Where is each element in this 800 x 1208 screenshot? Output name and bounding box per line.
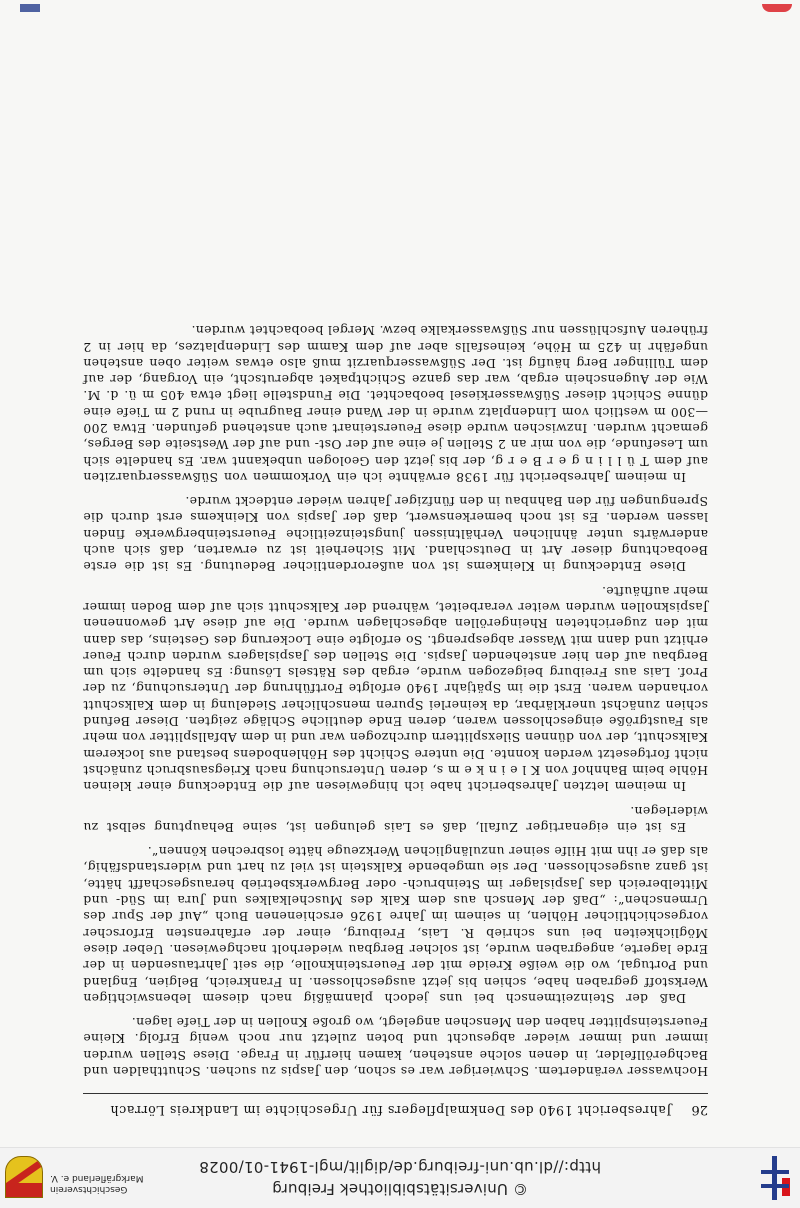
page-number: 26 (691, 1102, 708, 1117)
bottom-edge-marks (0, 0, 800, 12)
library-copyright: © Universitätsbibliothek Freiburg (271, 1180, 529, 1198)
body-text (83, 322, 708, 1079)
header-rule (83, 1093, 708, 1094)
paragraph: In meinem Jahresbericht für 1938 erwähnte ich ein Vorkommen von Süßwasserquarziten auf dem T ü l l i n g e r B e r g, der bis jetzt den Geologen unbekannt war. Es handelte sich um Lesefunde, die von mir an 2 Stellen je eine auf der Ost- und auf der Westseite des Berges, gemacht wurden. Inzwischen wurde diese Feuersteinart auch anstehend gefunden. Etwa 200—300 m westlich vom Lindenplatz wurde in der Wand einer Baugrube in rund 2 m Tiefe eine dünne Schicht dieser Süßwasserkiesel beobachtet. Die Fundstelle liegt etwa 405 m ü. d. M. Wie der Augenschein ergab, war das ganze Schichtpaket abgerutscht, ein Vorgang, der auf dem Tüllinger Berg häufig ist. Der Süßwasserquarzit muß also etwas weiter oben anstehen ungefähr in 425 m Höhe, keinesfalls aber auf dem Kamm des Lindenplatzes, da hier in 2 früheren Aufschlüssen nur Süßwasserkalke bezw. Mergel beobachtet wurden. (83, 323, 708, 485)
paragraph: Es ist ein eigenartiger Zufall, daß es Lais gelungen ist, seine Behauptung selbst zu widerlegen. (83, 803, 708, 835)
society-name: Geschichtsverein Markgräflerland e. V. (50, 1173, 144, 1194)
paragraph: Hochwasser verändertem. Schwieriger war es schon, den Jaspis zu suchen. Schutthalden und Bachgeröllfelder, in denen solche anstehen, kamen hierfür in Frage. Diese Stellen wurden immer und immer wieder abgesucht und boten zuletzt nur noch wenig Erfolg. Kleine Feuersteinsplitter haben den Menschen angelegt, wo große Knollen in der Tiefe lagen. (83, 1015, 708, 1079)
paragraph: Daß der Steinzeitmensch bei uns jedoch planmäßig nach diesem lebenswichtigen Werkstoff gegraben habe, schien bis jetzt ausgeschlossen. In Frankreich, Belgien, England und Portugal, wo die weiße Kreide mit der Feuersteinknolle, die seit Jahrtausenden in der Erde lagerte, angegraben wurde, ist solcher Bergbau wiederholt nachgewiesen. Ueber diese Möglichkeiten bei uns schrieb R. Lais, Freiburg, einer der erfahrensten Erforscher vorgeschichtlicher Höhlen, in seinem im Jahre 1926 erschienenen Buch „Auf der Spur des Urmenschen“: „Daß der Mensch aus dem Kalk des Muschelkalkes und Jura im Süd- und Mittelbereich das Jaspislager im Steinbruch- oder Bergwerksbetrieb herausgeschafft hätte, ist ganz ausgeschlossen. Der sie umgebende Kalkstein ist viel zu hart und widerstandsfähig, als daß er ihn mit Hilfe seiner unzulänglichen Werkzeuge hätte losbrechen können“. (83, 844, 708, 1006)
logo-fragment-blue (20, 4, 40, 12)
running-head (83, 1102, 708, 1118)
paragraph: In meinem letzten Jahresbericht habe ich hingewiesen auf die Entdeckung einer kleinen Höhle beim Bahnhof von K l e i n k e m s, deren Untersuchung nach Kriegsausbruch zunächst nicht fortgesetzt werden konnte. Die untere Schicht des Höhlenbodens bestand aus lockerem Kalkschutt, der von dünnen Silexsplittern durchzogen war und in dem Abfallsplitter von mehr als Faustgröße eingeschlossen waren, deren Ende deutliche Schläge zeigten. Dieser Befund schien zunächst unerklärbar, da keinerlei Spuren menschlicher Siedelung in dem Kalkschutt vorhanden waren. Erst die im Spätjahr 1940 erfolgte Fortführung der Untersuchung, zu der Prof. Lais aus Freiburg beigezogen wurde, ergab des Rätsels Lösung: Es handelte sich um Bergbau auf den hier anstehenden Jaspis. Die Stellen des Jaspislagers wurden durch Feuer erhitzt und dann mit Wasser abgesprengt. So erfolgte eine Lockerung des Gesteins, das dann mit den zugerichteten Rheingeröllen abgeschlagen wurde. Die auf diese Art gewonnenen Jaspisknollen wurden weiter verarbeitet, während der Kalkschutt sich auf dem Boden immer mehr aufhäufte. (83, 583, 708, 795)
library-header-bar (0, 1147, 800, 1208)
permalink-url[interactable]: http://dl.ub.uni-freiburg.de/diglit/mgl-1941-01/0028 (198, 1158, 602, 1176)
logo-fragment-red (762, 4, 792, 12)
coat-of-arms-icon (5, 1156, 43, 1198)
running-head-title: Jahresbericht 1940 des Denkmalpflegers für Urgeschichte im Landkreis Lörrach (109, 1103, 672, 1118)
scanned-document-text (83, 322, 708, 1118)
paragraph: Diese Entdeckung in Kleinkems ist von außerordentlicher Bedeutung. Es ist die erste Beobachtung dieser Art in Deutschland. Mit Sicherheit ist zu erwarten, daß sich auch anderwärts unter ähnlichen Verhältnissen jungsteinzeitliche Feuersteinbergwerke finden lassen werden. Es ist noch bemerkenswert, daß der Jaspis von Kleinkems erst durch die Sprengungen für den Bahnbau in den fünfziger Jahren wieder entdeckt wurde. (83, 494, 708, 575)
